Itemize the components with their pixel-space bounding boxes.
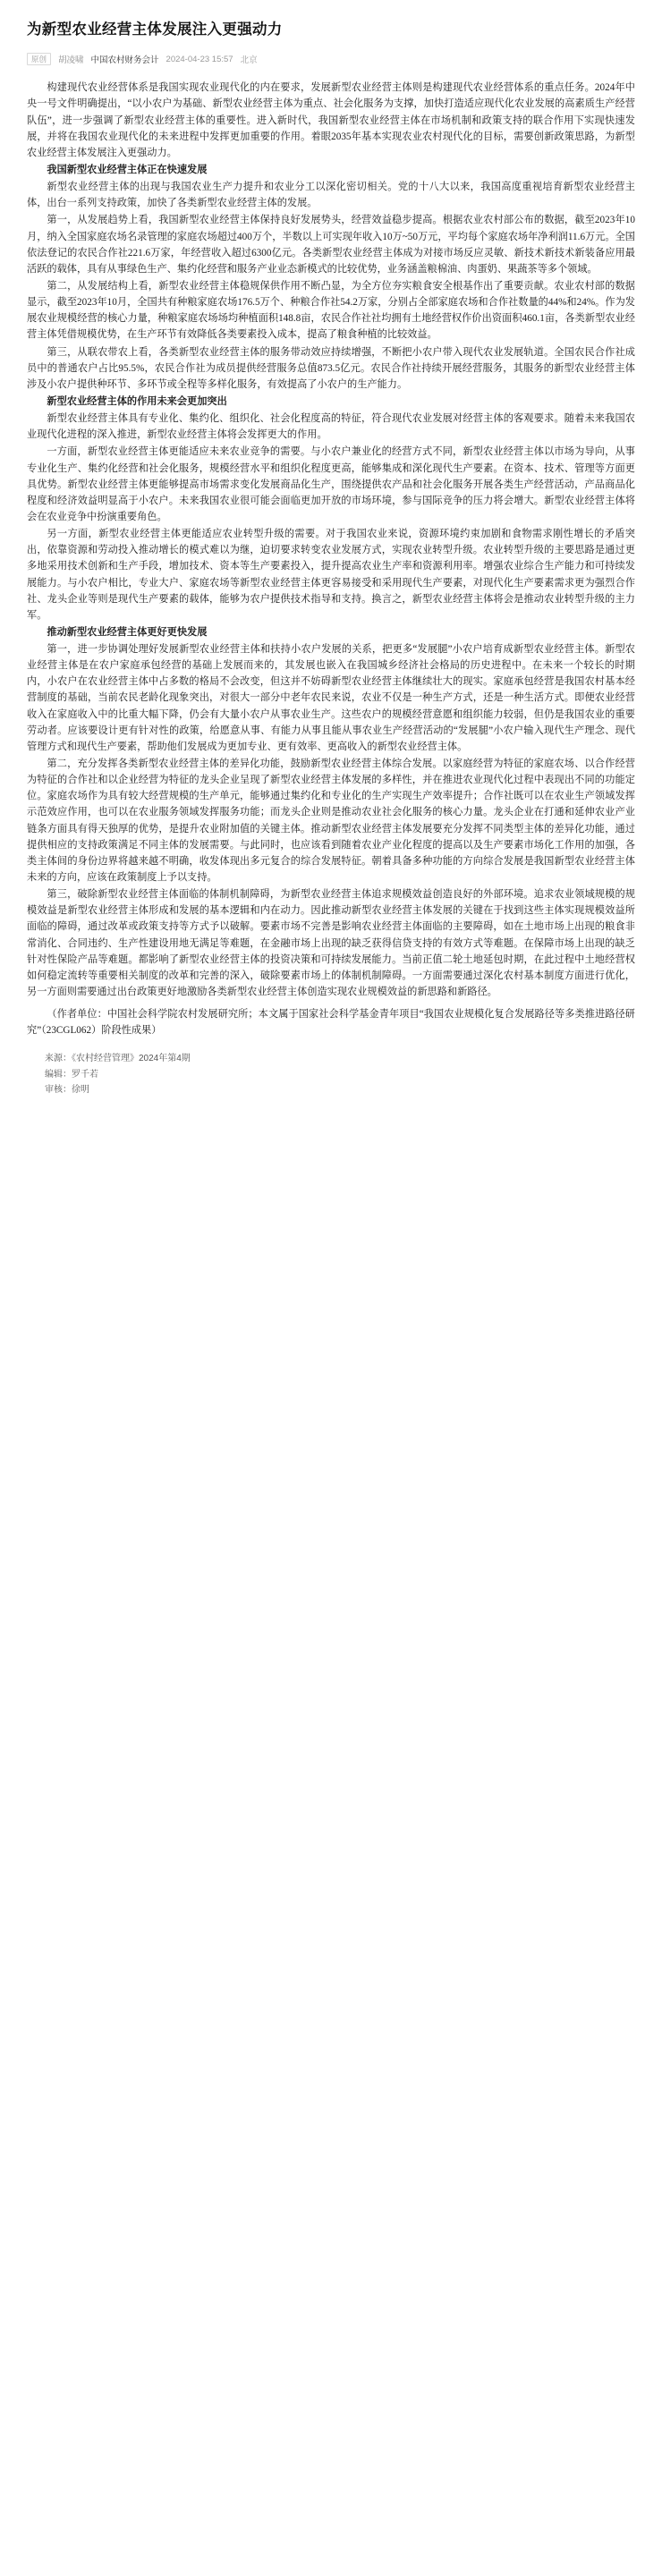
tail-reviewer: 审核：徐明 [45,1085,89,1096]
page-title: 为新型农业经营主体发展注入更强动力 [27,21,283,38]
paragraph: 第三，破除新型农业经营主体面临的体制机制障碍，为新型农业经营主体追求规模效益创造良好的外部环境。追求农业领域规模的规模效益是新型农业经营主体形成和发展的基本逻辑和内在动力。因此推动新型农业经营主体发展的关键在于找到这些主体实现规模效益所面临的障碍，通过改革或政策支持等方式予以破解。要素市场不完善是影响农业经营主体面临的主要障碍，如在土地市场上出现的粮食非常消化、合同违约、生产性建设用地无满足等难题，在金融市场上出现的缺乏获得信贷支持的有效方式等难题。在保障市场上出现的缺乏针对性保险产品等难题。都影响了新型农业经营主体的投资决策和可持续发展能力。当前正值二轮土地延包时期，在此过程中土地经营权如何稳定流转等重要相关制度的改革和完善的深入，破除要素市场上的体制机制障碍。一方面需要通过深化农村基本制度方面进行优化，另一方面则需要通过出台政策更好地激励各类新型农业经营主体创造实现农业规模效益的新思路和新路径。 [27,889,635,998]
paragraph: 构建现代农业经营体系是我国实现农业现代化的内在要求，发展新型农业经营主体则是构建现代农业经营体系的重点任务。2024年中央一号文件明确提出，“以小农户为基础、新型农业经营主体为重点、社会化服务为支撑，加快打造适应现代化农业发展的高素质生产经营队伍”，进一步强调了新型农业经营主体的重要性。进入新时代，我国新型农业经营主体在市场机制和政策支持的联合作用下实现快速发展，并将在我国农业现代化的未来进程中发挥更加重要的作用。着眼2035年基本实现农业农村现代化的目标，需要创新政策思路，为新型农业经营主体发展注入更强动力。 [27,82,635,158]
author-note-text: （作者单位：中国社会科学院农村发展研究所；本文属于国家社会科学基金青年项目“我国农业规模化复合发展路径等多类推进路径研究”（23CGL062）阶段性成果） [27,1009,635,1037]
meta-author: 胡凌啸 [58,55,84,66]
section-heading: 新型农业经营主体的作用未来会更加突出 [47,395,227,407]
original-badge: 原创 [27,53,51,65]
article-page [0,0,662,1125]
article-tail [27,1051,635,1098]
paragraph: 一方面，新型农业经营主体更能适应未来农业竞争的需要。与小农户兼业化的经营方式不同，新型农业经营主体以市场为导向，从事专业化生产、集约化经营和社会化服务，规模经营水平和组织化程度更高，能够集成和深化现代生产要素。在资本、技术、管理等方面更具优势。新型农业经营主体更能够提高市场需求变化发展商品化生产，围绕提供农产品和社会化服务开展各类生产经营活动，产品商品化程度和经济效益明显高于小农户。未来我国农业很可能会面临更加开放的市场环境，参与国际竞争的压力将会增大。新型农业经营主体将会在农业竞争中扮演重要角色。 [27,446,635,522]
meta-date: 2024-04-23 15:57 [166,54,233,64]
tail-editor: 编辑：罗千若 [45,1069,98,1080]
paragraph: 新型农业经营主体具有专业化、集约化、组织化、社会化程度高的特征，符合现代农业发展对经营主体的客观要求。随着未来我国农业现代化进程的深入推进，新型农业经营主体将会发挥更大的作用。 [27,413,635,441]
article-body [27,80,635,1000]
paragraph: 第三，从联农带农上看，各类新型农业经营主体的服务带动效应持续增强，不断把小农户带入现代农业发展轨道。全国农民合作社成员中的普通农户占比95.5%，农民合作社为成员提供经营服务总值873.5亿元。农民合作社持续开展经营服务，其服务的新型农业经营主体涉及小农户提供种环节、多环节或全程等多样化服务，有效提高了小农户的生产能力。 [27,346,635,390]
paragraph: 新型农业经营主体的出现与我国农业生产力提升和农业分工以深化密切相关。党的十八大以来，我国高度重视培育新型农业经营主体，出台一系列支持政策，加快了各类新型农业经营主体的发展。 [27,182,635,209]
paragraph: 第一，进一步协调处理好发展新型农业经营主体和扶持小农户发展的关系，把更多“发展腿”小农户培育成新型农业经营主体。新型农业经营主体是在农户家庭承包经营的基础上发展而来的，其发展也嵌入在我国城乡经济社会格局的历史进程中。在未来一个较长的时期内，小农户在农业经营主体中占多数的格局不会改变，但这并不妨碍新型农业经营主体继续壮大的现实。家庭承包经营是我国农村基本经营制度的基础，当前农民老龄化现象突出，对很大一部分中老年农民来说，农业不仅是一种生产方式，还是一种生活方式。即便农业经营收入在家庭收入中的比重大幅下降，仍会有大量小农户从事农业生产。这些农户的规模经营意愿和组织能力较弱，但仍是我国农业的重要劳动者。应该要设计更有针对性的政策，给愿意从事、有能力从事且能从事农业生产经营活动的“发展腿”小农户输入现代生产理念、现代管理方式和现代生产要素，帮助他们发展成为更加专业、更有效率、更高收入的新型农业经营主体。 [27,644,635,752]
paragraph: 另一方面，新型农业经营主体更能适应农业转型升级的需要。对于我国农业来说，资源环境约束加剧和食物需求刚性增长的矛盾突出，依靠资源和劳动投入推动增长的模式难以为继，迫切要求转变农业发展方式，实现农业转型升级。农业转型升级的主要思路是通过更多地采用技术创新和生产手段，增加技术、资本等生产要素投入，提升提高农业生产率和资源利用率。增强农业综合生产能力和可持续发展能力。与小农户相比，专业大户、家庭农场等新型农业经营主体更容易接受和采用现代生产要素，对现代化生产要素需求更为强烈合作社、龙头企业等则是现代生产要素的载体，能够为农户提供技术指导和支持。换言之，新型农业经营主体将会是推动农业转型升级的主力军。 [27,529,635,621]
meta-location: 北京 [240,55,258,66]
article-meta [27,53,635,65]
meta-source[interactable]: 中国农村财务会计 [90,55,159,66]
section-heading: 我国新型农业经营主体正在快速发展 [47,164,208,175]
author-note [27,1006,635,1038]
paragraph: 第二，充分发挥各类新型农业经营主体的差异化功能，鼓励新型农业经营主体综合发展。以家庭经营为特征的家庭农场、以合作经营为特征的合作社和以企业经营为特征的龙头企业呈现了新型农业经营主体发展的多样性，并在推进农业现代化过程中表现出不同的功能定位。家庭农场作为具有较大经营规模的生产单元，能够通过集约化和专业化的生产实现生产效率提升；合作社既可以在农业生产领域发挥示范效应作用，也可以在农业服务领域发挥服务功能；而龙头企业则是推动农业社会化服务的核心力量。龙头企业在打通和延伸农业产业链条方面具有得天独厚的优势，是提升农业附加值的关键主体。推动新型农业经营主体发展要充分发挥不同类型主体的差异化功能，通过提供相应的支持政策满足不同主体的发展需要。与此同时，也应该看到随着农业产业化程度的提高以及生产要素市场化工作用的加强，各类主体间的身份边界将越来越不明确，收发体现出多元复合的综合发展特征。朝着具备多种功能的方向综合发展是我国新型农业经营主体未来的方向，应该在政策制度上予以支持。 [27,758,635,884]
paragraph: 第一，从发展趋势上看，我国新型农业经营主体保持良好发展势头，经营效益稳步提高。根据农业农村部公布的数据，截至2023年10月，纳入全国家庭农场名录管理的家庭农场超过400万个，半数以上可实现年收入10万~50万元，平均每个家庭农场年净利润11.6万元。全国依法登记的农民合作社221.6万家，年经营收入超过6300亿元。各类新型农业经营主体成为对接市场反应灵敏、新技术新技术新装备应用最活跃的载体，具有从事绿色生产、集约化经营和服务产业业态新模式的比较优势，业务涵盖粮棉油、肉蛋奶、果蔬茶等多个领域。 [27,215,635,275]
paragraph: 第二，从发展结构上看，新型农业经营主体稳规保供作用不断凸显，为全方位夯实粮食安全根基作出了重要贡献。农业农村部的数据显示，截至2023年10月，全国共有种粮家庭农场176.5万个、种粮合作社54.2万家，分别占全部家庭农场和合作社数量的44%和24%。作为发展农业规模经营的核心力量，种粮家庭农场场均种植面积148.8亩，农民合作社社均拥有土地经营权作价出资面积460.1亩，各类新型农业经营主体凭借规模优势，在生产环节有效降低各类要素投入成本，提高了粮食种植的比较效益。 [27,280,635,341]
section-heading: 推动新型农业经营主体更好更快发展 [47,626,208,638]
tail-source: 来源：《农村经营管理》2024年第4期 [45,1054,191,1064]
